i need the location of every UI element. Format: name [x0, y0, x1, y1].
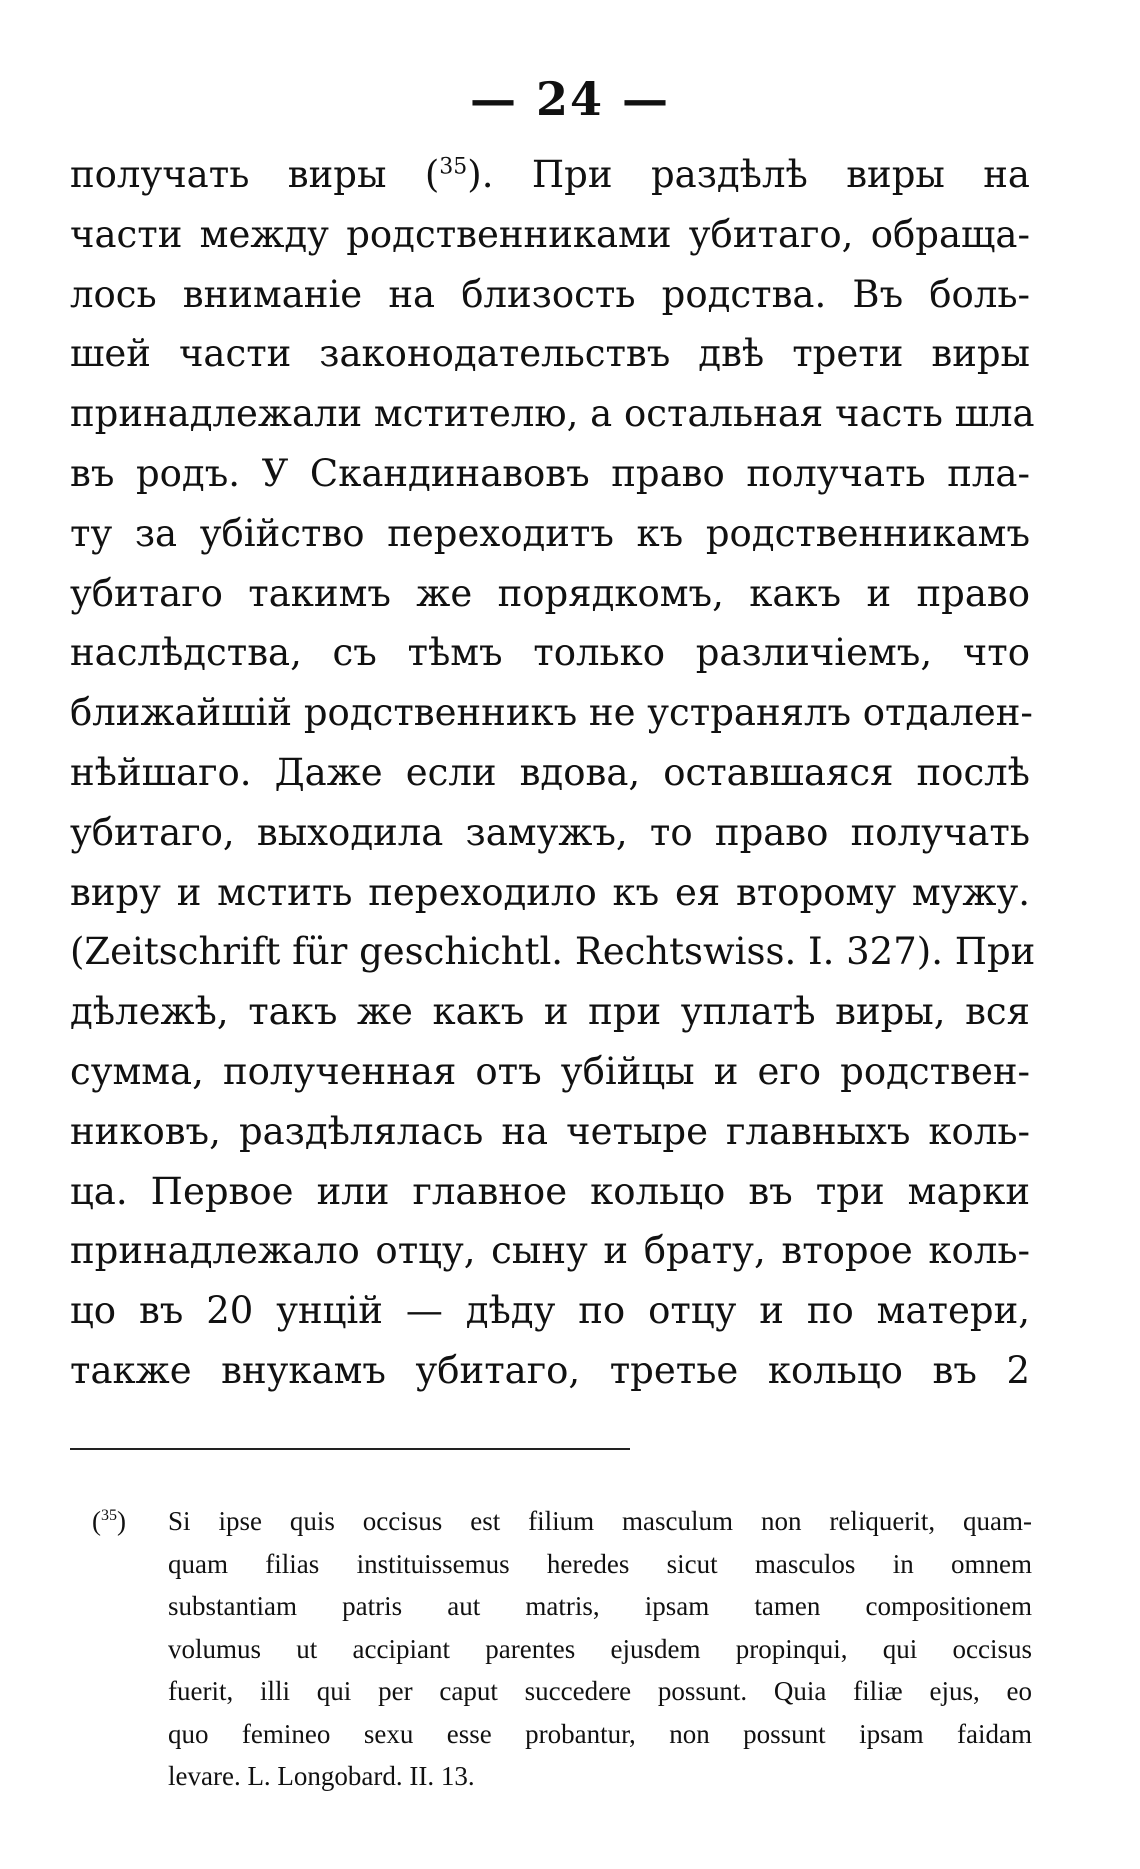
body-line: части между родственниками убитаго, обраща- — [70, 212, 1030, 256]
footnote-text — [168, 1500, 1032, 1798]
body-text — [70, 145, 1036, 1401]
footnote-line: quo femineo sexu esse probantur, non possunt ipsam faidam — [168, 1718, 1032, 1749]
footnote-line: volumus ut accipiant parentes ejusdem propinqui, qui occisus — [168, 1633, 1032, 1664]
body-line: въ родъ. У Скандинавовъ право получать пла- — [70, 451, 1030, 495]
body-line: виру и мстить переходило къ ея второму мужу. — [70, 870, 1030, 914]
footnote-line: levare. L. Longobard. II. 13. — [168, 1761, 475, 1791]
body-line: убитаго такимъ же порядкомъ, какъ и право — [70, 571, 1030, 615]
body-line: дѣлежѣ, такъ же какъ и при уплатѣ виры, вся — [70, 990, 1030, 1034]
body-line: наслѣдства, съ тѣмъ только различіемъ, что — [70, 631, 1030, 675]
page-number: — 24 — — [469, 72, 671, 126]
body-line: ца. Первое или главное кольцо въ три марки — [70, 1169, 1030, 1213]
footnote-line: Si ipse quis occisus est filium masculum non reliquerit, quam- — [168, 1506, 1032, 1536]
footnote-number: 35 — [101, 1507, 117, 1524]
footnote-line: quam filias instituissemus heredes sicut masculos in omnem — [168, 1548, 1032, 1579]
body-line: никовъ, раздѣлялась на четыре главныхъ коль- — [70, 1109, 1030, 1153]
footnote-ref-text-pre: получать виры ( — [70, 153, 440, 196]
body-line: цо въ 20 унцій — дѣду по отцу и по матери, — [70, 1289, 1030, 1333]
body-line: также внукамъ убитаго, третье кольцо въ 2 — [70, 1348, 1030, 1392]
body-line: принадлежало отцу, сыну и брату, второе коль- — [70, 1229, 1030, 1273]
body-line: (Zeitschrift für geschichtl. Rechtswiss. I. 327). При — [70, 930, 1036, 974]
body-line: ту за убійство переходитъ къ родственникамъ — [70, 511, 1030, 555]
body-line: шей части законодательствъ двѣ трети виры — [70, 332, 1030, 376]
body-line: сумма, полученная отъ убійцы и его родствен- — [70, 1049, 1030, 1093]
body-line: ближайшій родственникъ не устранялъ отдален- — [70, 691, 1033, 735]
body-line: лось вниманіе на близость родства. Въ боль- — [70, 272, 1030, 316]
body-line — [70, 145, 1030, 205]
body-line: убитаго, выходила замужъ, то право получать — [70, 810, 1030, 854]
footnote-separator-rule — [70, 1448, 630, 1450]
body-line: принадлежали мстителю, а остальная часть шла — [70, 392, 1035, 436]
footnote-marker: ($^{35}$) — [92, 1506, 126, 1536]
footnote-ref-text-post: ). При раздѣлѣ виры на — [467, 153, 1030, 196]
body-line: нѣйшаго. Даже если вдова, оставшаяся послѣ — [70, 750, 1030, 794]
footnote-reference[interactable]: 35 — [439, 154, 468, 180]
footnote-line: substantiam patris aut matris, ipsam tamen compositionem — [168, 1591, 1032, 1621]
footnote-line: fuerit, illi qui per caput succedere possunt. Quia filiæ ejus, eo — [168, 1676, 1032, 1706]
